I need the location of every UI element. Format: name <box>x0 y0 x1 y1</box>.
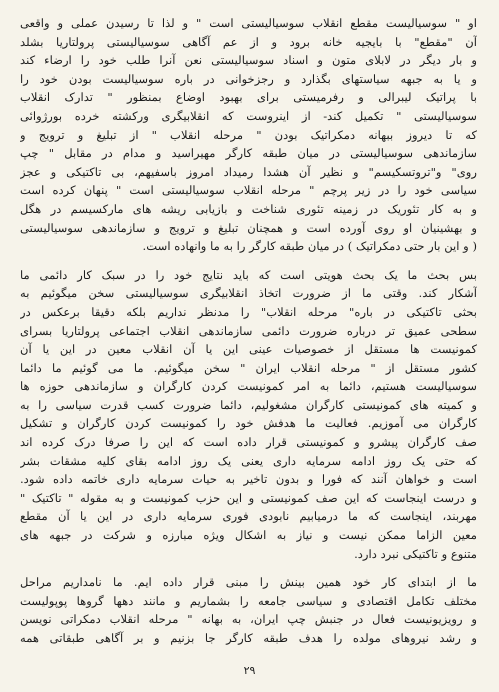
text-line: سیاسی خود را در زیر پرچم " مرحله انقلاب سوسیالیستی است " پنهان کرده است <box>20 183 477 198</box>
text-line: معین الزاما ممکن نیست و نیاز به اشکال ویژه مبارزه و شرکت در جبهه های <box>20 528 477 543</box>
text-line: و درست اینجاست که این صف کمونیستی و این حزب کمونیست و به مقوله " تاکتیک " <box>20 490 477 505</box>
text-line: و یا به جبهه سیاستهای بگذارد و رجزخوانی در باره سوسیالیست بودن خود را <box>20 71 477 86</box>
text-line: سوسیالیست هستیم، دائما به امر کمونیست کردن کارگران و سازماندهی حوزه ها <box>20 379 477 394</box>
text-line: که حتی یک روز ادامه سرمایه داری یعنی یک روز ادامه بقای کلیه مشقات بشر <box>20 453 477 468</box>
text-line: روی" و"تروتسکیسم" و نظیر آن هشدا رمیداد امروز باسفیهم، بی تاکتیکی و عجز <box>20 164 477 179</box>
text-line: او " سوسیالیست مقطع انقلاب سوسیالیستی است " و لذا تا رسیدن عملی و واقعی <box>20 16 477 30</box>
text-line: بس بحث ما یک بحث هویتی است که باید نتایج خود را در سبک کار دائمی ما <box>20 267 477 282</box>
text-line: و رویزیونیست فعال در جنبش چپ ایران، به بهانه " مرحله انقلاب دمکراتی نویسن <box>20 612 477 627</box>
text-line: کارگران می آموزیم. فعالیت ما هدفش خود را کمونیست کردن کارگران و تشکیل <box>20 416 477 431</box>
text-line: ( و این بار حتی دمکراتیک ) در میان طبقه کارگر را به ما وانهاده است. <box>142 239 477 254</box>
text-line: آن "مقطع" با بایجیه خانه برود و از عم آگاهی سوسیالیستی پرولتاریا بشلد <box>20 34 477 49</box>
text-line: و به کار تئوریک در زمینه تئوری شناخت و بازیابی ریشه های مارکسیسم در هگل <box>20 201 477 216</box>
text-line: و کمیته های کمونیستی کارگران مشغولیم، دائما ضرورت کسب قدرت سیاسی را به <box>20 397 477 412</box>
text-line: و بار دیگر در لابلای متون و اسناد سوسیالیستی نعن آنرا طلب خود را ارضاء کند <box>20 53 477 68</box>
paragraph-2 <box>20 266 477 564</box>
text-line: سطحی عمیق تر درباره ضرورت دائمی سازماندهی انقلاب اجتماعی پرولتاریا بسرای <box>20 323 477 338</box>
text-line: متنوع و تاکتیکی نبرد دارد. <box>354 546 477 561</box>
text-line: مختلف تکامل اقتصادی و سیاسی جامعه را بشماریم و مانند دهها گروها پوپولیست <box>20 593 477 608</box>
text-line: و بهشینیان او روی آورده است و همچنان تبلیغ و ترویج و سازماندهی سوسیالیستی <box>20 220 477 235</box>
text-line: است و خواهان آنند که فورا و بدون تاخیر به حیات سرمایه داری خاتمه داده شود. <box>20 472 477 487</box>
text-line: ما از ابتدای کار خود همین بینش را مبنی قرار داده ایم. ما نامداریم مراحل <box>20 575 477 590</box>
text-line: مهربند، اینجاست که ما درمیابیم نابودی فوری سرمایه داری در این یا آن مقطع <box>20 509 477 524</box>
text-line: سوسیالیستی " تکمیل کند- از اینروست که انقلابیگری ورکشته خرده بورژوائی <box>20 108 477 123</box>
text-line: با پراتیک لیبرالی و رفرمیستی برای بهبود اوضاع بمنظور " تدارک انقلاب <box>20 90 477 105</box>
text-line: سازماندهی سوسیالیستی در میان طبقه کارگر مهیراسید و مدام در مقابل " چپ <box>20 146 477 161</box>
text-line: که تا دیروز ببهانه دمکراتیک بودن " مرحله انقلاب " از تبلیغ و ترویج و <box>20 127 477 142</box>
text-line: و رشد نیروهای مولده را هدف طبقه کارگر جا بزنیم و بر آگاهی طبقاتی همه <box>20 631 477 645</box>
text-line: بحثی تاکتیکی در باره" مرحله انقلاب" را مدنظر نداریم بلکه دقیقا برعکس در <box>20 304 477 319</box>
text-line: کشور مستقل از " مرحله انقلاب ایران " سخن میگوئیم. ما می گوئیم ما دائما <box>20 360 477 375</box>
paragraph-3 <box>20 573 477 647</box>
text-line: کمونیست ها مستقل از خصوصیات عینی این یا آن انقلاب معین در این یا آن <box>20 342 477 357</box>
paragraph-1 <box>20 14 477 256</box>
text-line: آشکار کند. وقتی ما از ضرورت اتخاذ انقلابیگری سوسیالیستی سخن میگوئیم به <box>20 286 477 301</box>
page-number: ۲۹ <box>243 664 256 677</box>
text-line: صف کارگران پیشرو و کمونیستی قرار داده است که این را صرفا درک کرده اند <box>20 435 477 450</box>
